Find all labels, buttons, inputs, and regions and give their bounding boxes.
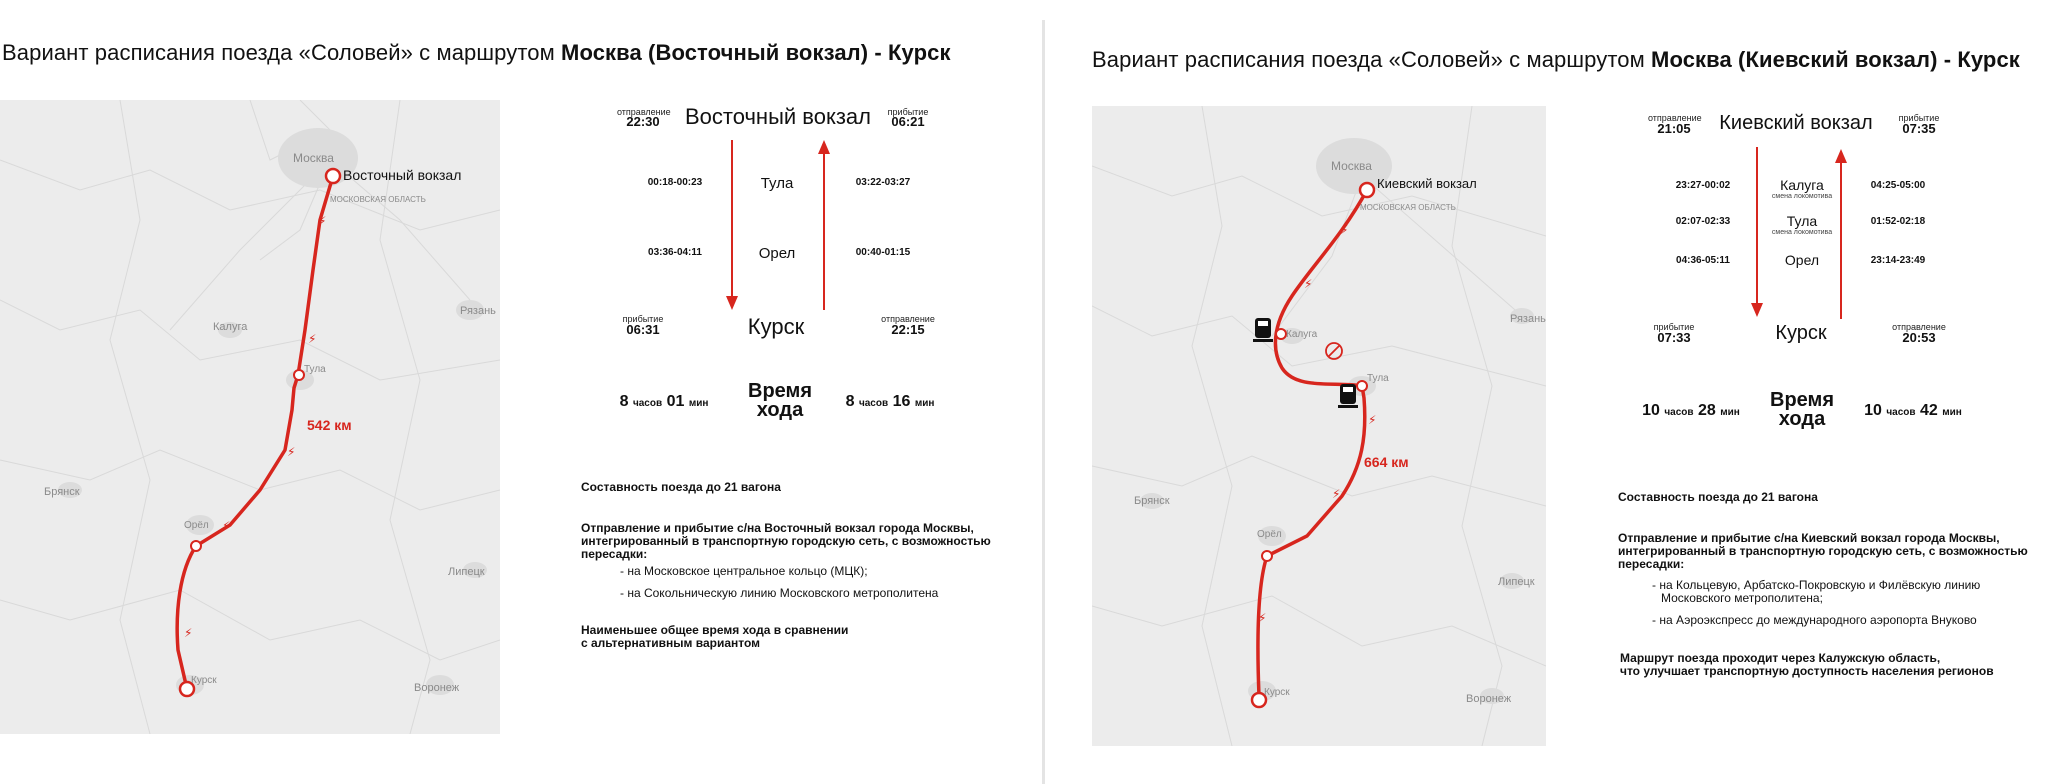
origin-arr-time: 07:35 bbox=[1902, 121, 1936, 136]
map-label: Тула bbox=[304, 364, 326, 375]
dest-station: Курск bbox=[1775, 322, 1827, 344]
route-note: Маршрут поезда проходит через Калужскую область, что улучшает транспортную доступность населения регионов bbox=[1620, 651, 1994, 678]
direction-arrows bbox=[720, 136, 840, 316]
electric-icon: ⚡ bbox=[287, 445, 296, 459]
origin-arr-time: 06:21 bbox=[891, 114, 925, 129]
map-graphic bbox=[0, 100, 500, 734]
panel-title: Вариант расписания поезда «Соловей» с маршрутом Москва (Восточный вокзал) - Курск bbox=[2, 40, 951, 65]
tula-marker bbox=[294, 370, 304, 380]
map-label: Орёл bbox=[1257, 529, 1282, 540]
map-label: Воронеж bbox=[414, 682, 460, 694]
map-label: Калуга bbox=[213, 321, 248, 333]
route-map bbox=[0, 100, 500, 734]
stop-up-time: 23:14-23:49 bbox=[1870, 255, 1926, 266]
panel-kievsky bbox=[1048, 0, 2048, 784]
origin-dep-time: 22:30 bbox=[626, 114, 660, 129]
map-label: Липецк bbox=[448, 566, 485, 578]
stop-down-time: 00:18-00:23 bbox=[647, 177, 703, 188]
electric-icon: ⚡ bbox=[1368, 413, 1377, 427]
connection-bullet: - на Московское центральное кольцо (МЦК); bbox=[620, 564, 868, 578]
connection-bullet: - на Сокольническую линию Московского метрополитена bbox=[620, 586, 939, 600]
map-label: Рязань bbox=[1510, 313, 1546, 325]
train-composition: Составность поезда до 21 вагона bbox=[581, 480, 781, 494]
map-label: МОСКОВСКАЯ ОБЛАСТЬ bbox=[1360, 203, 1456, 212]
origin-station-label: Восточный вокзал bbox=[343, 167, 462, 183]
route-map bbox=[1092, 106, 1546, 746]
panel-title: Вариант расписания поезда «Соловей» с маршрутом Москва (Киевский вокзал) - Курск bbox=[1092, 47, 2020, 72]
advantage-note: Наименьшее общее время хода в сравнении с альтернативным вариантом bbox=[581, 623, 849, 650]
stop-up-time: 01:52-02:18 bbox=[1870, 216, 1926, 227]
map-label: Москва bbox=[293, 151, 334, 165]
stop-name: Тула bbox=[760, 175, 794, 192]
map-label: Курск bbox=[191, 675, 217, 686]
kaluga-marker bbox=[1276, 329, 1286, 339]
stop-down-time: 04:36-05:11 bbox=[1676, 255, 1730, 266]
map-label: Москва bbox=[1331, 159, 1372, 173]
dest-station: Курск bbox=[747, 314, 805, 339]
stop-name: Орел bbox=[758, 245, 796, 262]
no-electric-icon bbox=[1326, 343, 1342, 359]
electric-icon: ⚡ bbox=[1332, 487, 1341, 501]
map-label: Курск bbox=[1264, 687, 1290, 698]
map-label: Брянск bbox=[1134, 495, 1170, 507]
electric-icon: ⚡ bbox=[308, 332, 317, 346]
stop-down-time: 03:36-04:11 bbox=[648, 247, 702, 258]
dest-arr-time: 07:33 bbox=[1657, 330, 1691, 345]
arr-label: прибытие bbox=[1653, 322, 1695, 332]
electric-icon: ⚡ bbox=[1340, 223, 1349, 237]
electric-icon: ⚡ bbox=[222, 519, 231, 533]
dest-dep-time: 20:53 bbox=[1902, 330, 1936, 345]
stop-up-time: 03:22-03:27 bbox=[855, 177, 911, 188]
arr-label: прибытие bbox=[1898, 113, 1940, 123]
connection-bullet: - на Кольцевую, Арбатско-Покровскую и Филёвскую линию Московского метрополитена; bbox=[1652, 578, 1981, 605]
panel-divider bbox=[1042, 20, 1045, 784]
electric-icon: ⚡ bbox=[318, 214, 327, 228]
electric-icon: ⚡ bbox=[1258, 611, 1267, 625]
map-label: Орёл bbox=[184, 520, 209, 531]
orel-marker bbox=[1262, 551, 1272, 561]
map-label: Брянск bbox=[44, 486, 80, 498]
dep-label: отправление bbox=[617, 107, 671, 117]
electric-icon: ⚡ bbox=[184, 626, 193, 640]
stop-name: Тула смена локомотива bbox=[1771, 213, 1833, 236]
duration-up: 8 часов 16 мин bbox=[845, 393, 935, 410]
stop-down-time: 02:07-02:33 bbox=[1675, 216, 1731, 227]
route-line bbox=[1258, 190, 1367, 696]
travel-time-heading: Время хода bbox=[748, 380, 812, 421]
duration-down: 8 часов 01 мин bbox=[619, 393, 709, 410]
stop-name: Орел bbox=[1784, 252, 1820, 268]
origin-station: Восточный вокзал bbox=[684, 104, 872, 129]
origin-dep-time: 21:05 bbox=[1657, 121, 1691, 136]
tula-marker bbox=[1357, 381, 1367, 391]
dep-label: отправление bbox=[1648, 113, 1702, 123]
distance-label: 664 км bbox=[1364, 454, 1409, 470]
locomotive-icon bbox=[1253, 318, 1273, 342]
connection-bullet: - на Аэроэкспресс до международного аэропорта Внуково bbox=[1652, 613, 1977, 627]
map-label: Воронеж bbox=[1466, 693, 1512, 705]
map-label: Калуга bbox=[1286, 329, 1318, 340]
dest-dep-time: 22:15 bbox=[891, 322, 925, 337]
duration-up: 10 часов 42 мин bbox=[1864, 402, 1962, 419]
dep-label: отправление bbox=[881, 314, 935, 324]
locomotive-icon bbox=[1338, 384, 1358, 408]
origin-station-label: Киевский вокзал bbox=[1377, 176, 1477, 191]
travel-time-heading: Время хода bbox=[1770, 389, 1834, 430]
orel-marker bbox=[191, 541, 201, 551]
connection-info: Отправление и прибытие с/на Киевский вокзал города Москвы, интегрированный в транспортную городскую сеть, с возможностью пересадки: bbox=[1618, 531, 2028, 571]
electric-icon: ⚡ bbox=[1304, 277, 1313, 291]
connection-info: Отправление и прибытие с/на Восточный вокзал города Москвы, интегрированный в транспортную городскую сеть, с возможностью пересадки: bbox=[581, 521, 991, 561]
dest-arr-time: 06:31 bbox=[626, 322, 660, 337]
train-composition: Составность поезда до 21 вагона bbox=[1618, 490, 1818, 504]
origin-station: Киевский вокзал bbox=[1719, 112, 1873, 134]
distance-label: 542 км bbox=[307, 417, 352, 433]
stop-up-time: 00:40-01:15 bbox=[855, 247, 911, 258]
stop-name: Калуга смена локомотива bbox=[1771, 177, 1833, 200]
map-label: Рязань bbox=[460, 305, 496, 317]
arr-label: прибытие bbox=[887, 107, 929, 117]
dep-label: отправление bbox=[1892, 322, 1946, 332]
stop-up-time: 04:25-05:00 bbox=[1870, 180, 1926, 191]
origin-marker bbox=[1360, 183, 1374, 197]
stop-down-time: 23:27-00:02 bbox=[1675, 180, 1731, 191]
duration-down: 10 часов 28 мин bbox=[1642, 402, 1740, 419]
arr-label: прибытие bbox=[622, 314, 664, 324]
map-label: Липецк bbox=[1498, 576, 1535, 588]
origin-marker bbox=[326, 169, 340, 183]
map-graphic bbox=[1092, 106, 1546, 746]
map-label: МОСКОВСКАЯ ОБЛАСТЬ bbox=[330, 195, 426, 204]
map-label: Тула bbox=[1367, 373, 1389, 384]
